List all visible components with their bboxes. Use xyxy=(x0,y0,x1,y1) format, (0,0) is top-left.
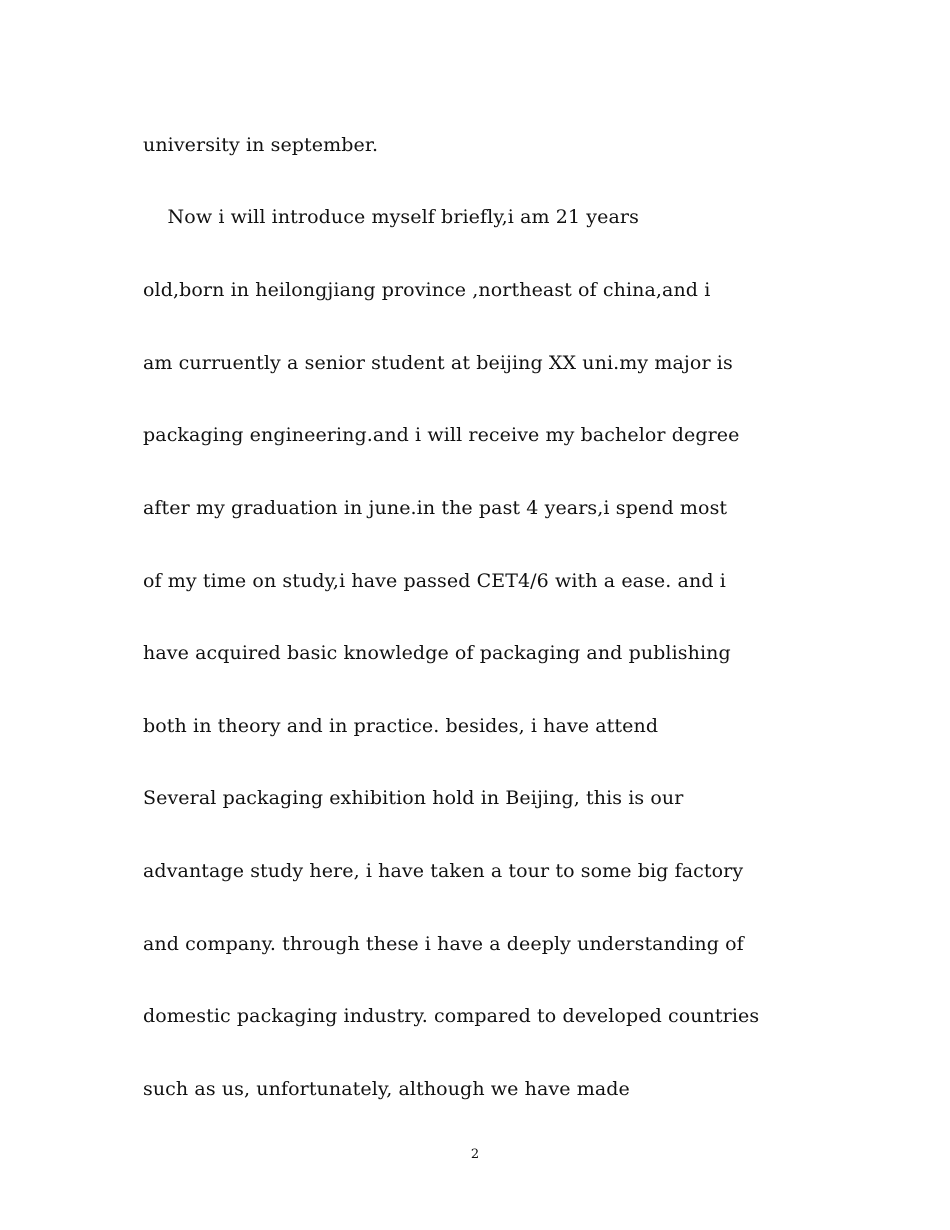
page-number: 2 xyxy=(470,1147,480,1162)
text-line-4: am curruently a senior student at beijing XX uni.my major is xyxy=(143,352,733,374)
text-line-2: Now i will introduce myself briefly,i am 21 years xyxy=(143,206,639,228)
text-line-3: old,born in heilongjiang province ,northeast of china,and i xyxy=(143,279,711,301)
text-line-10: Several packaging exhibition hold in Beijing, this is our xyxy=(143,787,684,809)
text-line-9: both in theory and in practice. besides, i have attend xyxy=(143,715,659,737)
text-line-11: advantage study here, i have taken a tour to some big factory xyxy=(143,860,744,882)
text-line-7: of my time on study,i have passed CET4/6 with a ease. and i xyxy=(143,570,726,592)
text-line-13: domestic packaging industry. compared to developed countries xyxy=(143,1005,760,1027)
text-line-6: after my graduation in june.in the past 4 years,i spend most xyxy=(143,497,728,519)
text-line-12: and company. through these i have a deeply understanding of xyxy=(143,933,744,955)
text-line-5: packaging engineering.and i will receive my bachelor degree xyxy=(143,424,740,446)
text-line-8: have acquired basic knowledge of packaging and publishing xyxy=(143,642,731,664)
text-line-1: university in september. xyxy=(143,134,379,156)
text-line-14: such as us, unfortunately, although we have made xyxy=(143,1078,630,1100)
